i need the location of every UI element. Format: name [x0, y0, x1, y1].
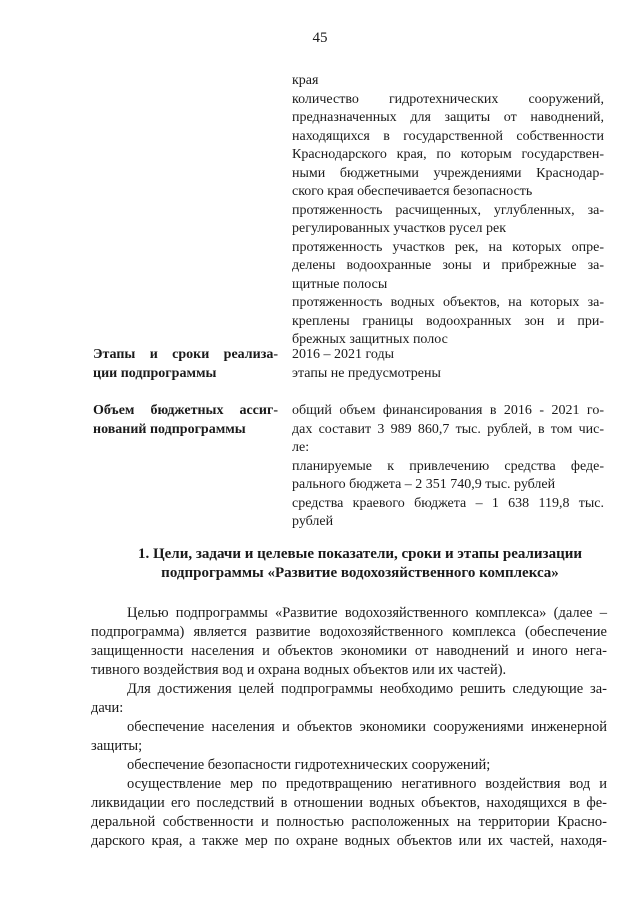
- section-title: [100, 545, 620, 583]
- indicator-line: ными бюджетными учреждениями Краснодар-: [292, 165, 604, 181]
- body-line: обеспечение безопасности гидротехнических сооружений;: [127, 757, 491, 773]
- indicator-line: Краснодарского края, по которым государствен-: [292, 147, 604, 162]
- body-line: ликвидации его последствий в отношении водных объектов, находящихся в фе-: [91, 795, 607, 811]
- funding-value-line: ле:: [292, 440, 310, 455]
- indicator-line: предназначенных для защиты от наводнений,: [292, 110, 604, 125]
- body-line: дарского края, а также мер по охране водных объектов или их частей, находя-: [91, 833, 607, 849]
- page-number: 45: [312, 30, 328, 46]
- body-line: осуществление мер по предотвращению негативного воздействия вод и: [127, 776, 607, 792]
- indicator-line: количество гидротехнических сооружений,: [292, 91, 604, 107]
- body-line: подпрограмма) является развитие водохозяйственного комплекса (обеспечение: [91, 624, 607, 640]
- indicator-item: [292, 72, 604, 91]
- stages-label: [93, 346, 278, 383]
- funding-label-line: нований подпрограммы: [93, 421, 246, 437]
- indicator-line: протяженность водных объектов, на которых за-: [292, 295, 604, 310]
- funding-label: [93, 402, 278, 439]
- funding-value-line: планируемые к привлечению средства феде-: [292, 458, 604, 474]
- body-line: дачи:: [91, 700, 124, 716]
- stages-value-line: этапы не предусмотрены: [292, 365, 441, 381]
- body-line: тивного воздействия вод и охрана водных объектов или их частей).: [91, 662, 507, 678]
- body-text: [91, 604, 607, 851]
- body-line: Для достижения целей подпрограммы необходимо решить следующие за-: [127, 681, 607, 697]
- indicator-item: [292, 294, 604, 350]
- stages-label-line: Этапы и сроки реализа-: [93, 347, 278, 362]
- indicators-list: [292, 72, 604, 350]
- body-line: Целью подпрограммы «Развитие водохозяйственного комплекса» (далее –: [127, 605, 607, 621]
- indicator-line: протяженность расчищенных, углубленных, за-: [292, 202, 604, 218]
- funding-value: [292, 402, 604, 532]
- indicator-line: протяженность участков рек, на которых опре-: [292, 239, 604, 255]
- body-line: защиты;: [91, 738, 143, 754]
- body-line: обеспечение населения и объектов экономики сооружениями инженерной: [127, 719, 607, 735]
- indicator-line: брежных защитных полос: [292, 332, 448, 347]
- stages-value: [292, 346, 604, 383]
- funding-value-line: рального бюджета – 2 351 740,9 тыс. рублей: [292, 477, 556, 492]
- funding-value-line: дах составит 3 989 860,7 тыс. рублей, в том чис-: [292, 421, 604, 437]
- section-title-line: подпрограммы «Развитие водохозяйственного комплекса»: [161, 565, 559, 581]
- funding-label-line: Объем бюджетных ассиг-: [93, 403, 278, 418]
- funding-value-line: общий объем финансирования в 2016 - 2021 го-: [292, 403, 604, 418]
- indicator-item: [292, 239, 604, 295]
- indicator-line: щитные полосы: [292, 276, 388, 292]
- indicator-line: делены водоохранные зоны и прибрежные за-: [292, 258, 604, 273]
- body-line: защищенности населения и объектов экономики от наводнений и иного нега-: [91, 643, 607, 659]
- stages-label-line: ции подпрограммы: [93, 365, 217, 381]
- section-title-line: 1. Цели, задачи и целевые показатели, сроки и этапы реализации: [137, 546, 583, 562]
- indicator-line: находящихся в государственной собственности: [292, 128, 604, 144]
- indicator-item: [292, 91, 604, 202]
- indicator-line: регулированных участков русел рек: [292, 221, 507, 236]
- funding-value-line: рублей: [292, 514, 334, 529]
- stages-value-line: 2016 – 2021 годы: [292, 347, 395, 362]
- indicator-line: креплены границы водоохранных зон и при-: [292, 313, 604, 329]
- funding-value-line: средства краевого бюджета – 1 638 119,8 тыс.: [292, 495, 604, 511]
- indicator-line: края: [292, 73, 319, 88]
- indicator-line: ского края обеспечивается безопасность: [292, 184, 533, 199]
- body-line: деральной собственности и полностью расположенных на территории Красно-: [91, 814, 607, 830]
- indicator-item: [292, 202, 604, 239]
